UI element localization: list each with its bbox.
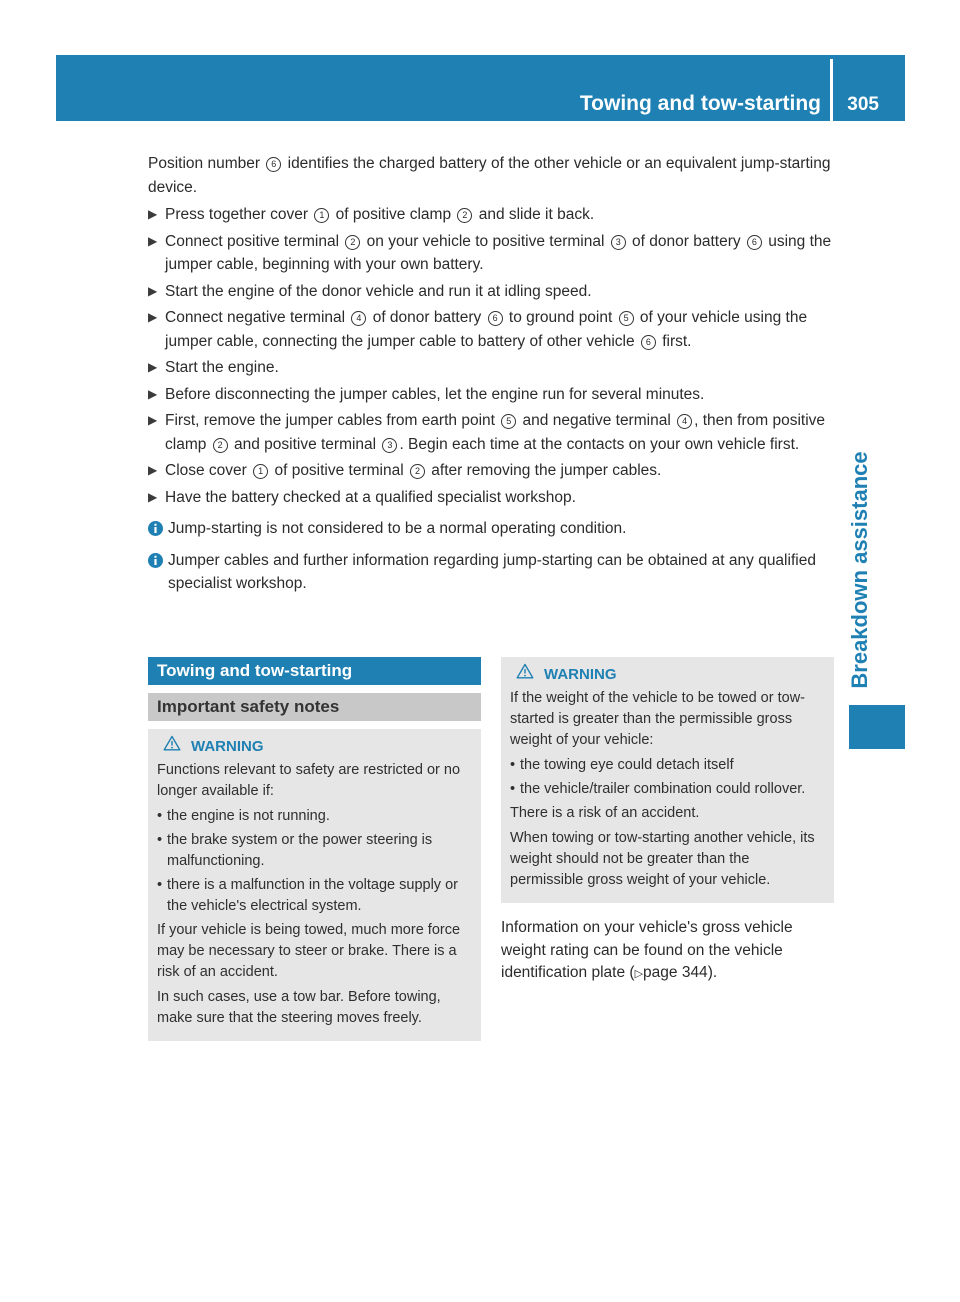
step-text-run: Start the engine. [165, 359, 279, 376]
side-tab-label [845, 445, 875, 695]
side-tab-text: Breakdown assistance [847, 451, 872, 689]
bullet-item: • the engine is not running. [157, 808, 330, 824]
warning-box-right [501, 657, 834, 903]
subsection-title: Important safety notes [148, 693, 481, 721]
callout-number: 1 [253, 464, 268, 479]
step-text-run: , then from positive clamp [165, 412, 826, 453]
callout-number: 6 [747, 235, 762, 250]
step-text-run: of your vehicle using the jumper cable, connecting the jumper cable to battery of other vehicle [165, 309, 808, 350]
callout-number: 3 [611, 235, 626, 250]
section-title: Towing and tow-starting [148, 657, 481, 685]
left-column [148, 657, 481, 1041]
step-text-run: of positive terminal [270, 462, 408, 479]
step-text [165, 486, 576, 510]
callout-number: 6 [488, 311, 503, 326]
callout-number: 2 [410, 464, 425, 479]
step-arrow-icon: ▶ [148, 310, 158, 324]
instruction-step [148, 383, 838, 407]
callout-number: 5 [619, 311, 634, 326]
step-text-run: on your vehicle to positive terminal [362, 232, 609, 250]
warning-paragraph: If your vehicle is being towed, much more force may be necessary to steer or brake. There is a risk of an accident. [157, 922, 461, 980]
step-text-run: Before disconnecting the jumper cables, let the engine run for several minutes. [165, 385, 705, 403]
step-text [165, 356, 279, 380]
page-header [56, 55, 905, 121]
warning-heading [157, 735, 473, 757]
warning-triangle-icon [163, 735, 181, 757]
step-text [165, 383, 704, 407]
callout-number: 2 [213, 438, 228, 453]
instruction-step [148, 280, 838, 304]
step-arrow-icon: ▶ [148, 360, 158, 374]
step-text [165, 280, 592, 304]
page-reference-link[interactable]: page 344 [643, 964, 708, 981]
step-text-run: First, remove the jumper cables from earth point [165, 412, 500, 429]
gross-weight-paragraph: Information on your vehicle's gross vehicle weight rating can be found on the vehicle identification plate (▷page 344). [501, 919, 793, 981]
step-text-run: of donor battery [368, 309, 486, 326]
step-text [165, 409, 838, 456]
step-arrow-icon: ▶ [148, 463, 158, 477]
step-text-run: Have the battery checked at a qualified specialist workshop. [165, 488, 576, 506]
callout-number: 6 [266, 157, 281, 172]
step-arrow-icon: ▶ [148, 207, 158, 221]
warning-intro: Functions relevant to safety are restricted or no longer available if: [157, 762, 461, 799]
step-text-run: Connect positive terminal [165, 232, 344, 250]
bullet-item: • the brake system or the power steering is malfunctioning. [157, 832, 433, 869]
warning-paragraph: In such cases, use a tow bar. Before towing, make sure that the steering moves freely. [157, 989, 441, 1026]
warning-triangle-icon [516, 663, 534, 685]
side-tab-marker [849, 705, 905, 749]
info-note [148, 549, 838, 596]
step-text-run: Start the engine of the donor vehicle and run it at idling speed. [165, 282, 592, 300]
instruction-step [148, 409, 838, 456]
warning-heading [510, 663, 826, 685]
step-text [165, 203, 594, 227]
warning-label: WARNING [191, 737, 264, 755]
callout-number: 5 [501, 414, 516, 429]
warning-paragraph: When towing or tow-starting another vehicle, its weight should not be greater than the permissible gross weight of your vehicle. [510, 830, 815, 888]
callout-number: 1 [314, 208, 329, 223]
step-arrow-icon: ▶ [148, 233, 158, 248]
step-arrow-icon: ▶ [148, 386, 158, 401]
bullet-item: • there is a malfunction in the voltage supply or the vehicle's electrical system. [157, 877, 458, 914]
warning-label: WARNING [544, 665, 617, 683]
header-divider [830, 59, 833, 121]
callout-number: 4 [351, 311, 366, 326]
jump-start-instructions [148, 152, 838, 596]
info-notes [148, 517, 838, 596]
info-text: Jump-starting is not considered to be a normal operating condition. [168, 520, 627, 537]
instruction-step [148, 306, 838, 353]
step-text-run: . Begin each time at the contacts on your own vehicle first. [399, 435, 800, 453]
step-text-run: first. [657, 332, 692, 350]
header-title: Towing and tow-starting [579, 92, 821, 115]
info-note [148, 517, 838, 541]
page-number: 305 [847, 94, 879, 115]
callout-number: 2 [457, 208, 472, 223]
callout-number: 6 [641, 335, 656, 350]
step-text-run: after removing the jumper cables. [427, 462, 662, 479]
instruction-step [148, 230, 838, 277]
step-text-run: of donor battery [627, 232, 745, 250]
callout-number: 4 [677, 414, 692, 429]
step-text-run: of positive clamp [331, 206, 456, 223]
warning-paragraph: There is a risk of an accident. [510, 805, 700, 821]
instruction-step [148, 486, 838, 510]
callout-number: 2 [345, 235, 360, 250]
step-arrow-icon: ▶ [148, 489, 158, 504]
page-reference-icon: ▷ [634, 968, 644, 980]
intro-paragraph: Position number 6 identifies the charged battery of the other vehicle or an equivalent jump-starting device. [148, 155, 831, 196]
step-text [165, 230, 838, 277]
step-text-run: and slide it back. [474, 206, 595, 223]
info-icon [148, 521, 168, 536]
callout-number: 3 [382, 438, 397, 453]
info-icon [148, 553, 168, 568]
step-text-run: to ground point [504, 309, 617, 326]
bullet-item: • the vehicle/trailer combination could rollover. [510, 781, 806, 797]
step-text-run: using the jumper cable, beginning with your own battery. [165, 232, 832, 273]
warning-box-left [148, 729, 481, 1041]
step-text-run: Close cover [165, 462, 252, 479]
step-arrow-icon: ▶ [148, 413, 158, 427]
warning-intro: If the weight of the vehicle to be towed or tow-started is greater than the permissible gross weight of your vehicle: [510, 690, 805, 748]
step-arrow-icon: ▶ [148, 283, 158, 298]
step-text-run: Connect negative terminal [165, 309, 350, 326]
step-text-run: Press together cover [165, 206, 313, 223]
instruction-step [148, 459, 838, 483]
step-text-run: and negative terminal [518, 412, 676, 429]
step-text [165, 306, 838, 353]
instruction-step [148, 356, 838, 380]
right-column [501, 657, 834, 986]
step-text-run: and positive terminal [229, 435, 381, 453]
bullet-item: • the towing eye could detach itself [510, 757, 734, 773]
step-text [165, 459, 661, 483]
info-text: Jumper cables and further information regarding jump-starting can be obtained at any qualified specialist workshop. [168, 551, 816, 592]
steps-list [148, 203, 838, 509]
instruction-step [148, 203, 838, 227]
